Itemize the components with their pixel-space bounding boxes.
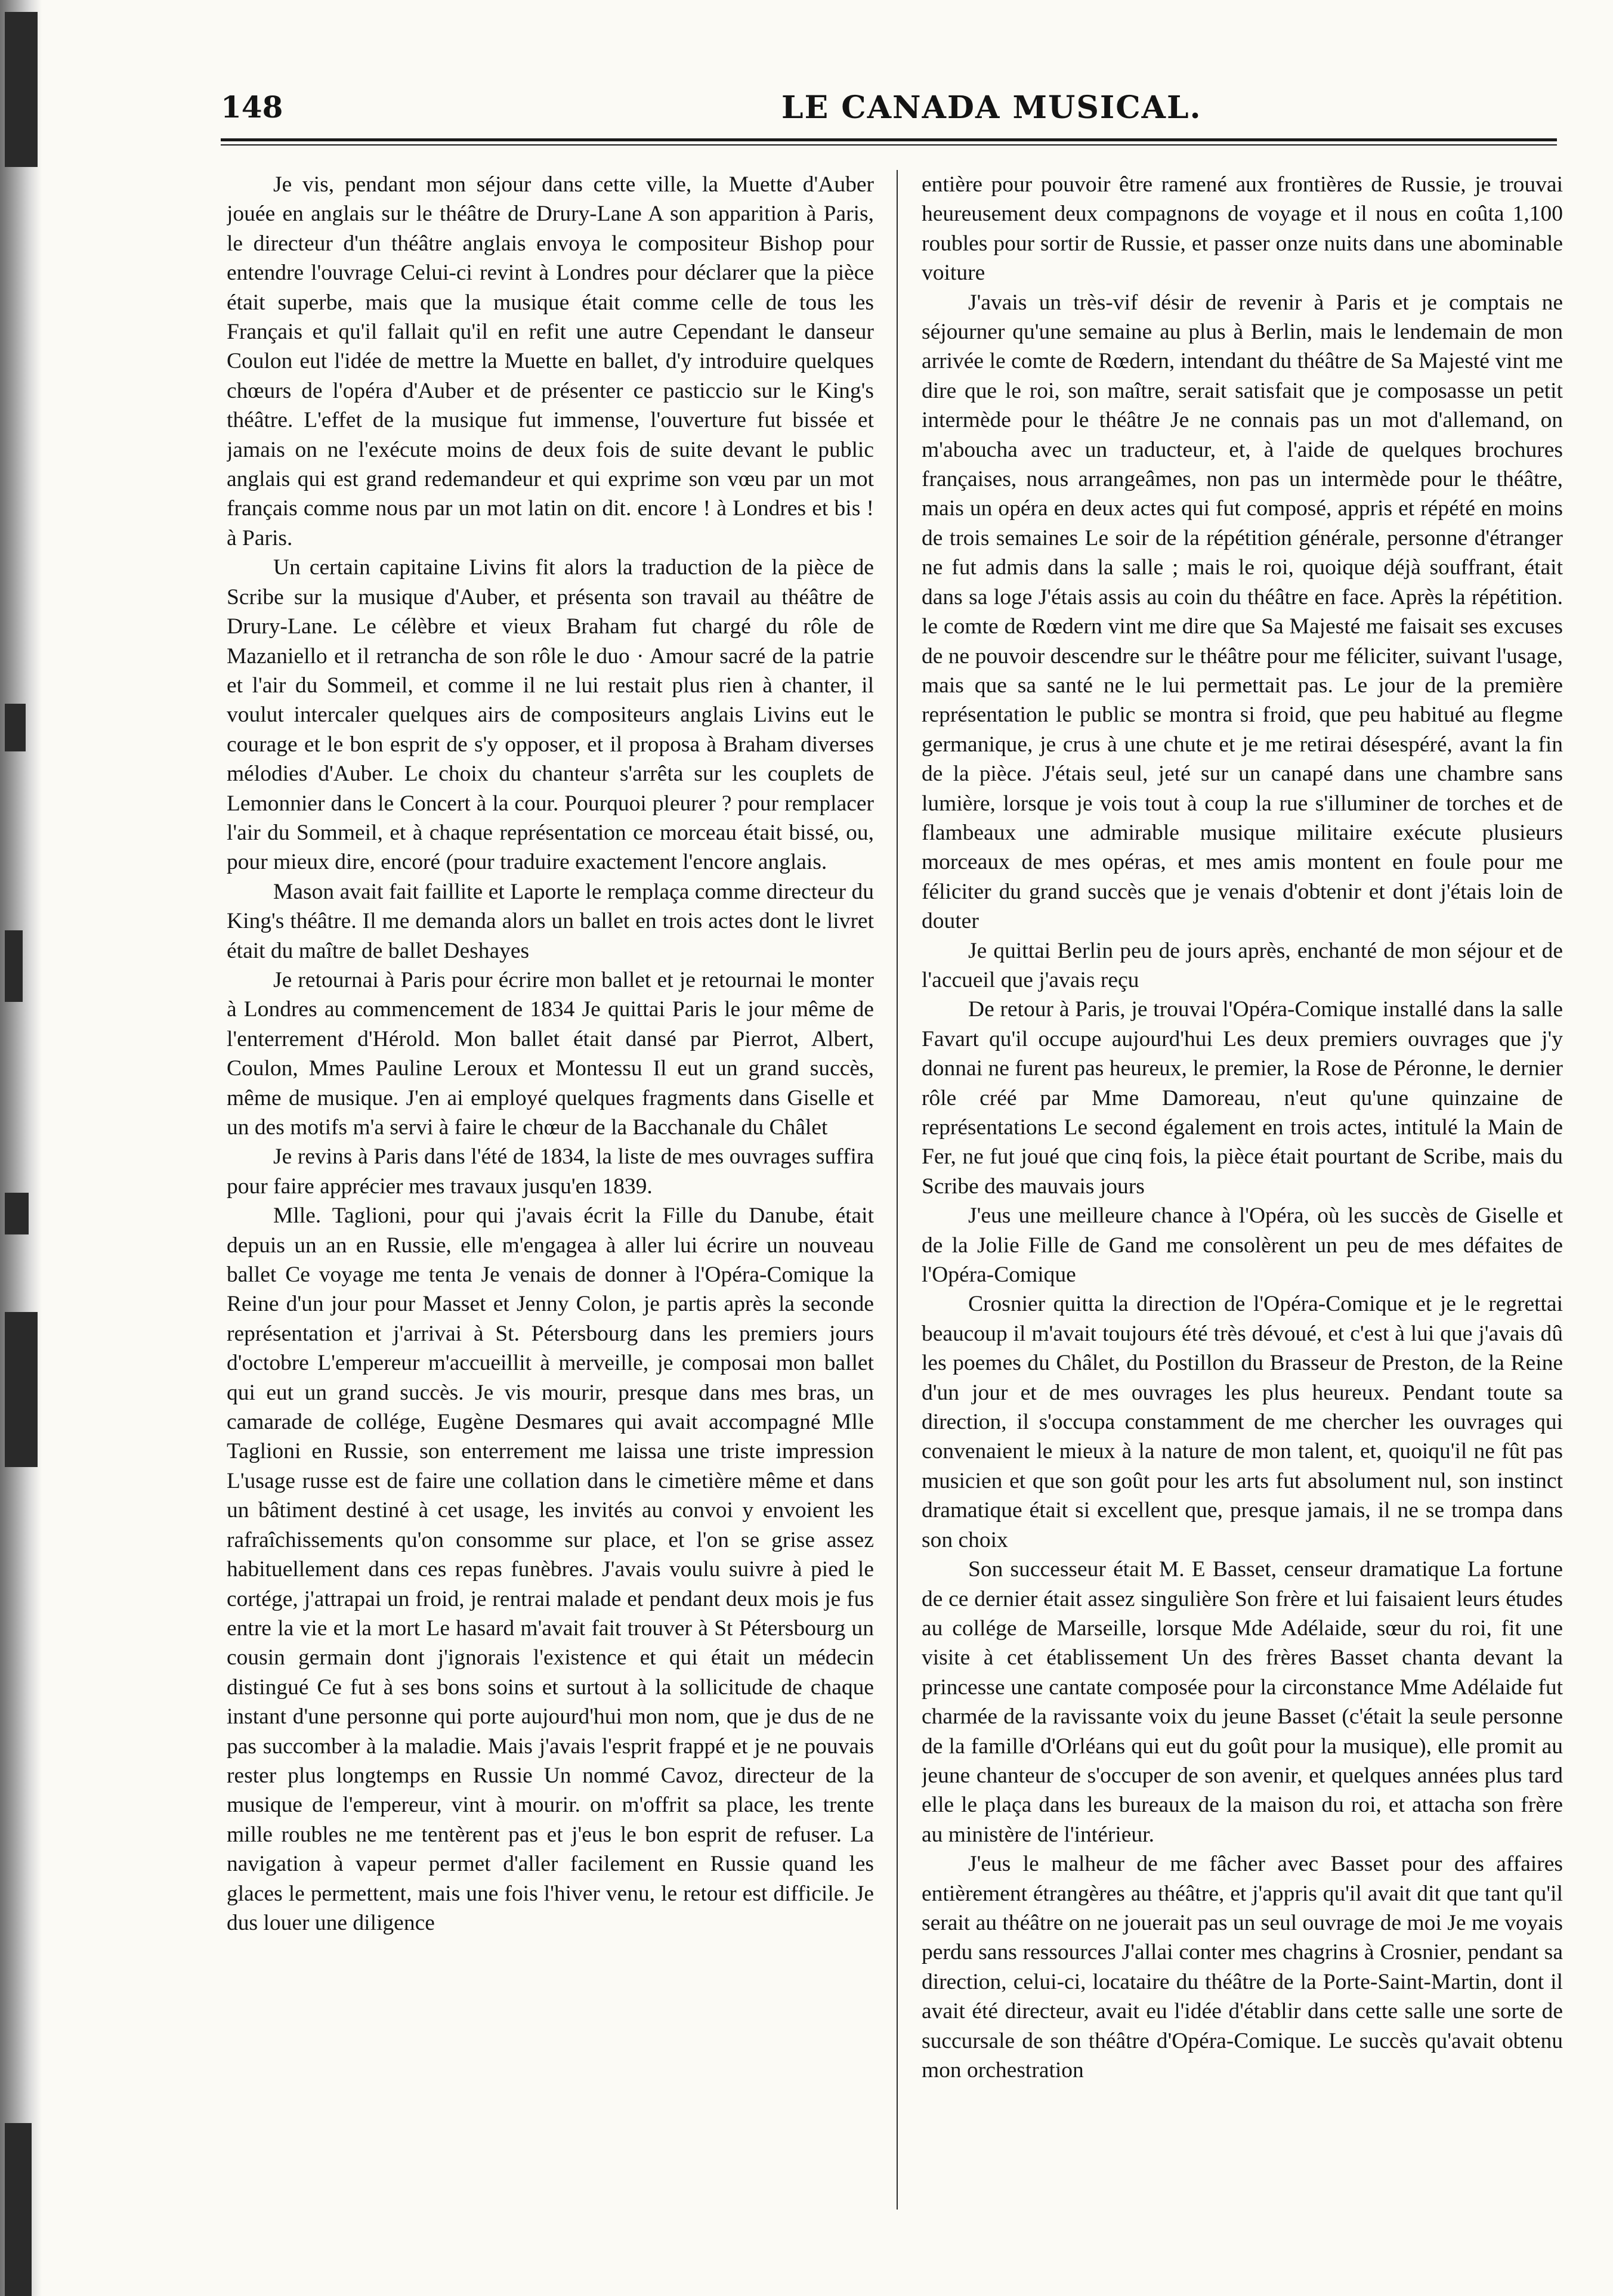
binding-shadow: [5, 2123, 32, 2296]
left-column: [227, 170, 874, 2227]
paragraph: Je vis, pendant mon séjour dans cette ville, la Muette d'Auber jouée en anglais sur le théâtre de Drury-Lane A son apparition à Paris, le directeur d'un théâtre anglais envoya le compositeur Bishop pour entendre l'ouvrage Celui-ci revint à Londres pour déclarer que la pièce était superbe, mais que la musique était comme celle de tous les Français et qu'il fallait qu'il en refit une autre Cependant le danseur Coulon eut l'idée de mettre la Muette en ballet, d'y introduire quelques chœurs de l'opéra d'Auber et de présenter ce pasticcio sur le King's théâtre. L'effet de la musique fut immense, l'ouverture fut bissée et jamais on ne l'exécute moins de deux fois de suite devant le public anglais qui est grand redemandeur et qui exprime son vœu par un mot français comme nous par un mot latin on dit. encore ! à Londres et bis ! à Paris.: [227, 172, 874, 550]
paragraph: J'eus une meilleure chance à l'Opéra, où les succès de Giselle et de la Jolie Fille de Gand me consolèrent un peu de mes défaites de l'Opéra-Comique: [922, 1203, 1563, 1288]
right-column: [922, 170, 1563, 2227]
paragraph: entière pour pouvoir être ramené aux frontières de Russie, je trouvai heureusement deux compagnons de voyage et il nous en coûta 1,100 roubles pour sortir de Russie, et passer onze nuits dans une abominable voiture: [922, 172, 1563, 286]
running-title: LE CANADA MUSICAL.: [781, 89, 1202, 126]
page-header: [221, 89, 1557, 137]
binding-shadow: [5, 704, 26, 751]
binding-shadow: [5, 1312, 38, 1467]
page-number: 148: [221, 89, 283, 125]
page-binding-edge: [0, 0, 42, 2296]
paragraph: Un certain capitaine Livins fit alors la traduction de la pièce de Scribe sur la musique d'Auber, et présenta son travail au théâtre de Drury-Lane. Le célèbre et vieux Braham fut chargé du rôle de Mazaniello et il retrancha de son rôle le duo · Amour sacré de la patrie et l'air du Sommeil, et comme il ne lui restait plus rien à chanter, il voulut intercaler quelques airs de compositeurs anglais Livins eut le courage et le bon esprit de s'y opposer, et il proposa à Braham diverses mélodies d'Auber. Le choix du chanteur s'arrêta sur les couplets de Lemonnier dans le Concert à la cour. Pourquoi pleurer ? pour remplacer l'air du Sommeil, et à chaque représentation ce morceau était bissé, ou, pour mieux dire, encoré (pour traduire exactement l'encore anglais.: [227, 555, 874, 875]
paragraph: Mason avait fait faillite et Laporte le remplaça comme directeur du King's théâtre. Il me demanda alors un ballet en trois actes dont le livret était du maître de ballet Deshayes: [227, 879, 874, 963]
paragraph: Je revins à Paris dans l'été de 1834, la liste de mes ouvrages suffira pour faire apprécier mes travaux jusqu'en 1839.: [227, 1144, 874, 1199]
binding-shadow: [5, 930, 23, 1002]
paragraph: Je retournai à Paris pour écrire mon ballet et je retournai le monter à Londres au commencement de 1834 Je quittai Paris le jour même de l'enterrement d'Hérold. Mon ballet était dansé par Pierrot, Albert, Coulon, Mmes Pauline Leroux et Montessu Il eut un grand succès, même de musique. J'en ai employé quelques fragments dans Giselle et un des motifs m'a servi à faire le chœur de la Bacchanale du Châlet: [227, 967, 874, 1140]
header-rule-thin: [221, 144, 1557, 146]
header-rule: [221, 138, 1557, 141]
paragraph: J'eus le malheur de me fâcher avec Basset pour des affaires entièrement étrangères au théâtre, et j'appris qu'il avait dit que tant qu'il serait au théâtre on ne jouerait pas un seul ouvrage de moi Je me voyais perdu sans ressources J'allai conter mes chagrins à Crosnier, pendant sa direction, celui-ci, locataire du théâtre de la Porte-Saint-Martin, dont il avait été directeur, avait eu l'idée d'établir dans cette salle une sorte de succursale de son théâtre d'Opéra-Comique. Le succès qu'avait obtenu mon orchestration: [922, 1852, 1563, 2083]
paragraph: Mlle. Taglioni, pour qui j'avais écrit la Fille du Danube, était depuis un an en Russie, elle m'engagea à aller lui écrire un nouveau ballet Ce voyage me tenta Je venais de donner à l'Opéra-Comique la Reine d'un jour pour Masset et Jenny Colon, je partis après la seconde représentation et j'arrivai à St. Pétersbourg dans les premiers jours d'octobre L'empereur m'accueillit à merveille, je composai mon ballet qui eut un grand succès. Je vis mourir, presque dans mes bras, un camarade de collége, Eugène Desmares qui avait accompagné Mlle Taglioni en Russie, son enterrement me laissa une triste impression L'usage russe est de faire une collation dans le cimetière même et dans un bâtiment destiné à cet usage, les invités au convoi y envoient les rafraîchissements qu'on consomme sur place, et l'on se grise assez habituellement dans ces repas funèbres. J'avais voulu suivre à pied le cortége, j'attrapai un froid, je rentrai malade et pendant deux mois je fus entre la vie et la mort Le hasard m'avait fait trouver à St Pétersbourg un cousin germain dont j'ignorais l'existence et qui était un médecin distingué Ce fut à ses bons soins et surtout à la sollicitude de chaque instant d'une personne qui porte aujourd'hui mon nom, que je dus de ne pas succomber à la maladie. Mais j'avais l'esprit frappé et je ne pouvais rester plus longtemps en Russie Un nommé Cavoz, directeur de la musique de l'empereur, vint à mourir. on m'offrit sa place, les trente mille roubles ne me tentèrent pas et j'eus le bon esprit de refuser. La navigation à vapeur permet d'aller facilement en Russie quand les glaces le permettent, mais une fois l'hiver venu, le retour est difficile. Je dus louer une diligence: [227, 1203, 874, 1935]
paragraph: De retour à Paris, je trouvai l'Opéra-Comique installé dans la salle Favart qu'il occupe aujourd'hui Les deux premiers ouvrages que j'y donnai ne furent pas heureux, le premier, la Rose de Péronne, le dernier rôle créé par Mme Damoreau, n'eut qu'une quinzaine de représentations Le second également en trois actes, intitulé la Main de Fer, ne fut joué que cinq fois, la pièce était pourtant de Scribe, mais du Scribe des mauvais jours: [922, 997, 1563, 1199]
paragraph: Crosnier quitta la direction de l'Opéra-Comique et je le regrettai beaucoup il m'avait toujours été très dévoué, et c'est à lui que j'avais dû les poemes du Châlet, du Postillon du Brasseur de Preston, de la Reine d'un jour et de mes ouvrages les plus heureux. Pendant toute sa direction, il s'occupa constamment de me chercher les ouvrages qui convenaient le mieux à la nature de mon talent, et, quoiqu'il ne fût pas musicien et que son goût pour les arts fut absolument nul, son instinct dramatique était si excellent que, presque jamais, il ne se trompa dans son choix: [922, 1292, 1563, 1552]
paragraph: Je quittai Berlin peu de jours après, enchanté de mon séjour et de l'accueil que j'avais reçu: [922, 938, 1563, 992]
paragraph: J'avais un très-vif désir de revenir à Paris et je comptais ne séjourner qu'une semaine au plus à Berlin, mais le lendemain de mon arrivée le comte de Rœdern, intendant du théâtre de Sa Majesté vint me dire que le roi, son maître, serait satisfait que je composasse un petit intermède pour le théâtre Je ne connais pas un mot d'allemand, on m'aboucha avec un traducteur, et, à l'aide de quelques brochures françaises, nous arrangeâmes, non pas un intermède pour le théâtre, mais un opéra en deux actes qui fut composé, appris et répété en moins de trois semaines Le soir de la répétition générale, personne d'étranger ne fut admis dans la salle ; mais le roi, quoique déjà souffrant, était dans sa loge J'étais assis au coin du théâtre en face. Après la répétition. le comte de Rœdern vint me dire que Sa Majesté me faisait ses excuses de ne pouvoir descendre sur le théâtre pour me féliciter, suivant l'usage, mais que sa santé ne le lui permettait pas. Le jour de la première représentation le public se montra si froid, que peu habitué au flegme germanique, je crus à une chute et je me retirai désespéré, avant la fin de la pièce. J'étais seul, jeté sur un canapé dans une chambre sans lumière, lorsque je vois tout à coup la rue s'illuminer de torches et de flambeaux une admirable musique militaire exécute plusieurs morceaux de mes opéras, et mes amis montent en foule pour me féliciter du grand succès que je venais d'obtenir et dont j'étais loin de douter: [922, 290, 1563, 934]
paragraph: Son successeur était M. E Basset, censeur dramatique La fortune de ce dernier était assez singulière Son frère et lui faisaient leurs études au collége de Marseille, lorsque Mde Adélaide, sœur du roi, fit une visite à cet établissement Un des frères Basset chanta devant la princesse une cantate composée pour la circonstance Mme Adélaide fut charmée de la ravissante voix du jeune Basset (c'était la seule personne de la famille d'Orléans qui eut du goût pour la musique), elle promit au jeune chanteur de s'occuper de son avenir, et quelques années plus tard elle le plaça dans les bureaux de la maison du roi, et attacha son frère au ministère de l'intérieur.: [922, 1557, 1563, 1847]
binding-shadow: [5, 1193, 29, 1234]
binding-shadow: [5, 12, 38, 167]
column-divider: [897, 170, 898, 2210]
